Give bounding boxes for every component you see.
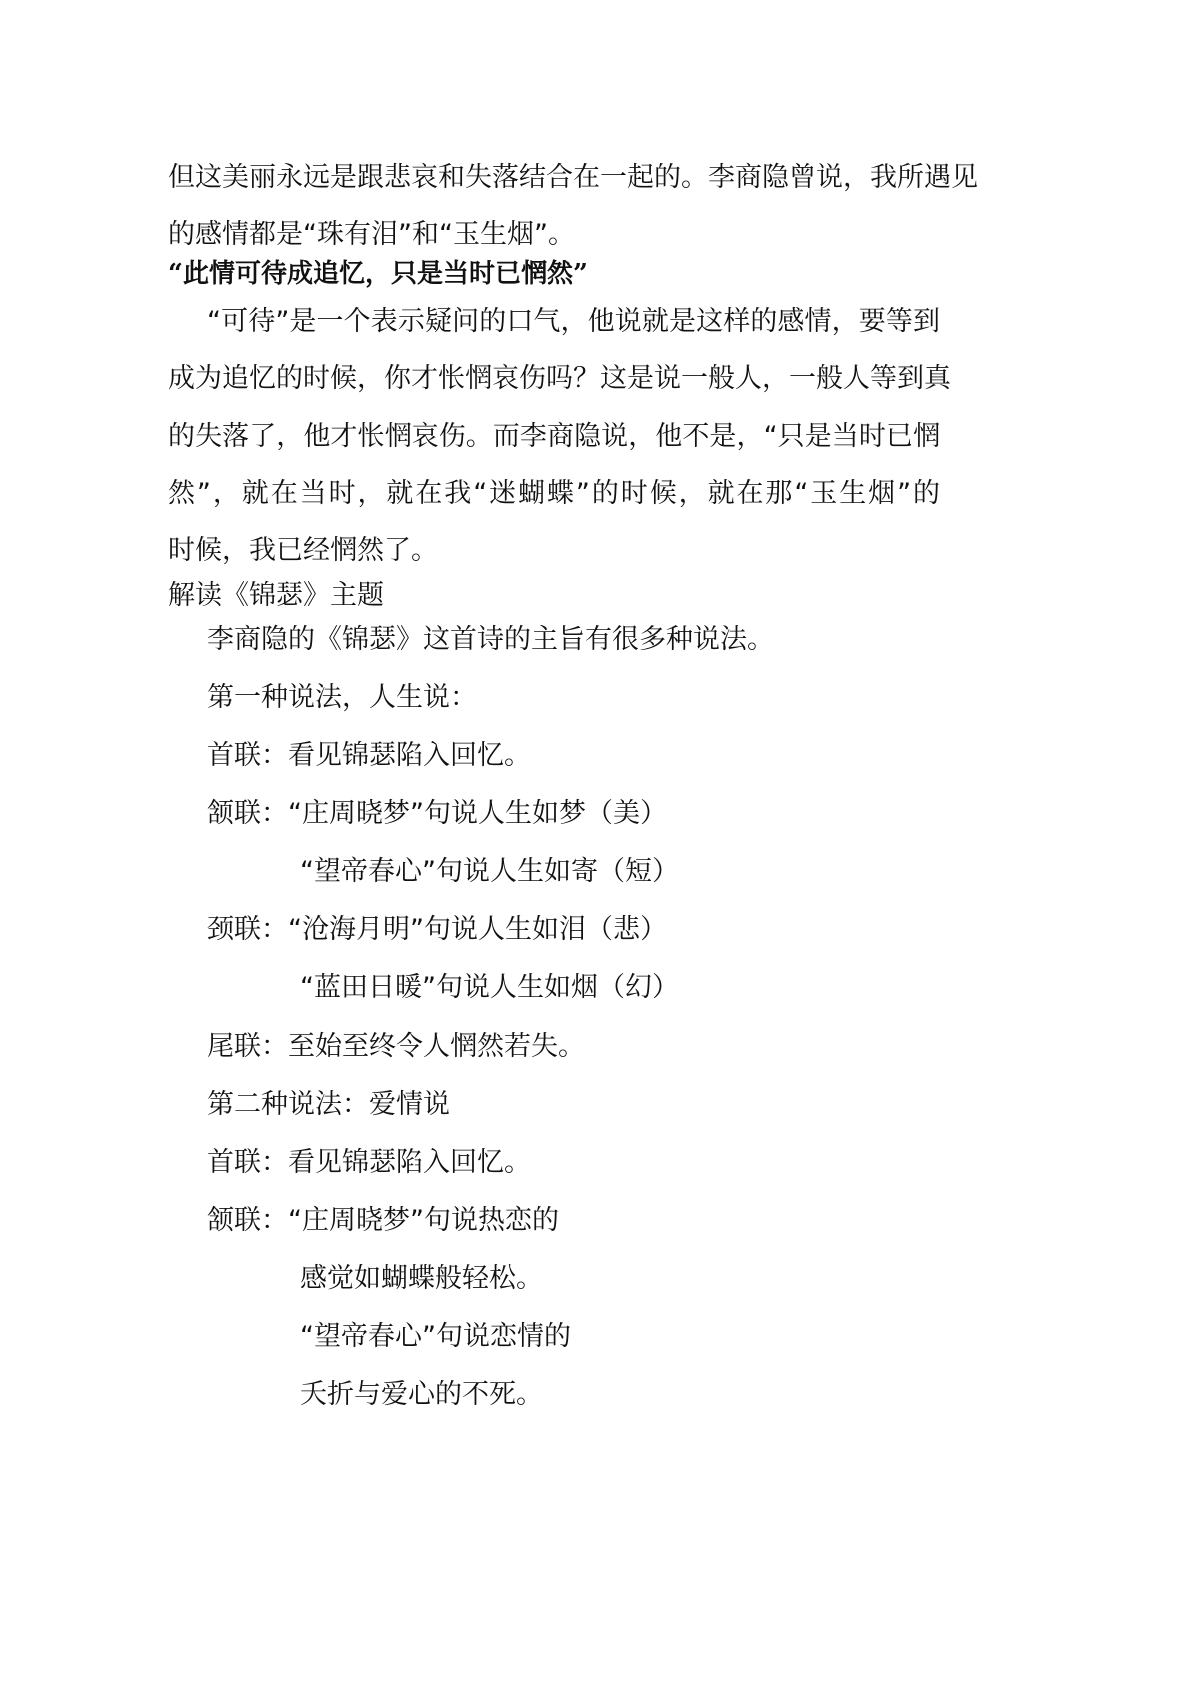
list-item: 颔联：“庄周晓梦”句说人生如梦（美） — [207, 798, 667, 829]
paragraph2-line2: 成为追忆的时候，你才怅惘哀伤吗？这是说一般人，一般人等到真 — [168, 363, 951, 394]
list-item: 颈联：“沧海月明”句说人生如泪（悲） — [207, 914, 667, 945]
list-item: 夭折与爱心的不死。 — [300, 1379, 543, 1410]
paragraph1-line2: 的感情都是“珠有泪”和“玉生烟”。 — [168, 219, 575, 250]
list-item: 第一种说法，人生说： — [207, 682, 477, 713]
list-item: 第二种说法：爱情说 — [207, 1089, 450, 1120]
section-heading-quote: “此情可待成追忆，只是当时已惘然” — [168, 259, 588, 289]
paragraph1-line1: 但这美丽永远是跟悲哀和失落结合在一起的。李商隐曾说，我所遇见 — [168, 162, 978, 193]
list-item: “蓝田日暖”句说人生如烟（幻） — [300, 972, 679, 1003]
section-heading-theme: 解读《锦瑟》主题 — [168, 580, 384, 611]
paragraph2-line1: “可待”是一个表示疑问的口气，他说就是这样的感情，要等到 — [207, 306, 940, 337]
paragraph2-line4: 然”，就在当时，就在我“迷蝴蝶”的时候，就在那“玉生烟”的 — [168, 478, 940, 509]
list-item: 颔联：“庄周晓梦”句说热恋的 — [207, 1205, 559, 1236]
list-item: “望帝春心”句说恋情的 — [300, 1321, 571, 1352]
list-item: 首联：看见锦瑟陷入回忆。 — [207, 740, 531, 771]
paragraph2-line5: 时候，我已经惘然了。 — [168, 535, 438, 566]
list-item: 首联：看见锦瑟陷入回忆。 — [207, 1147, 531, 1178]
list-item: “望帝春心”句说人生如寄（短） — [300, 856, 679, 887]
list-item: 尾联：至始至终令人惘然若失。 — [207, 1031, 585, 1062]
paragraph2-line3: 的失落了，他才怅惘哀伤。而李商隐说，他不是，“只是当时已惘 — [168, 421, 940, 452]
list-item: 李商隐的《锦瑟》这首诗的主旨有很多种说法。 — [207, 624, 774, 655]
list-item: 感觉如蝴蝶般轻松。 — [300, 1263, 543, 1294]
